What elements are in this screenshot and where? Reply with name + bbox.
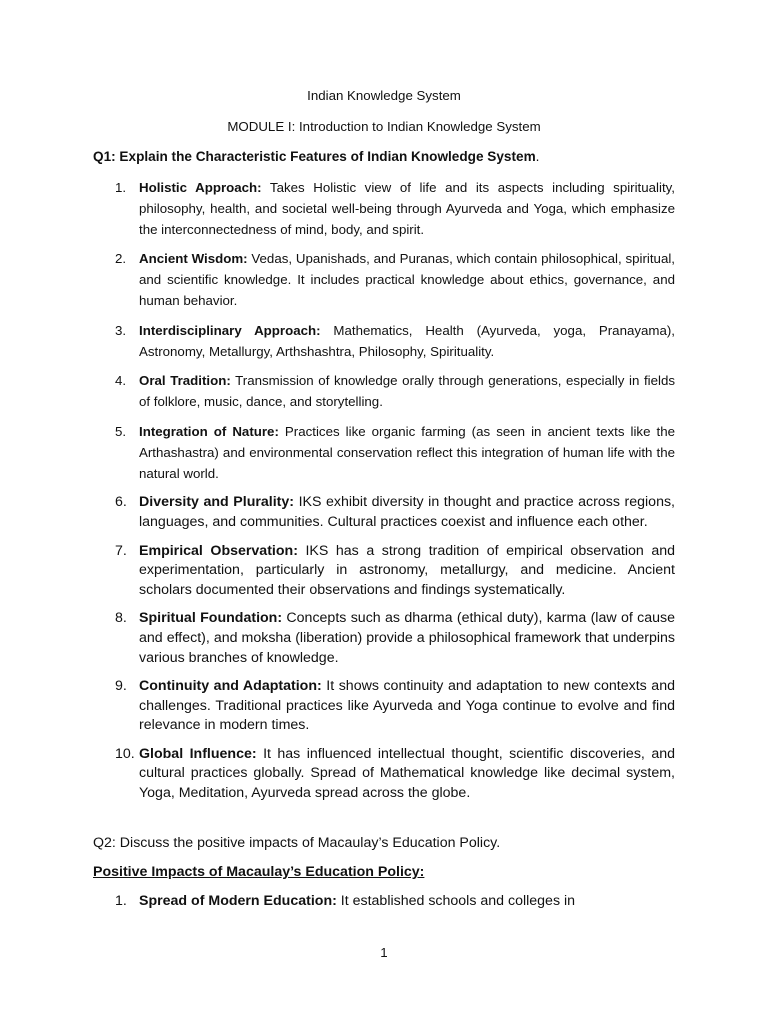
list-item	[93, 249, 675, 311]
item-number: 7.	[115, 542, 127, 559]
document-title: Indian Knowledge System	[307, 88, 461, 103]
list-item	[93, 371, 675, 413]
item-label: Continuity and Adaptation:	[139, 678, 322, 695]
question-1-text: Q1: Explain the Characteristic Features of Indian Knowledge System	[93, 149, 536, 164]
module-heading: MODULE I: Introduction to Indian Knowledge System	[227, 119, 541, 134]
item-label: Interdisciplinary Approach:	[139, 322, 321, 338]
item-number: 1.	[115, 180, 127, 195]
list-item	[93, 178, 675, 240]
item-text: It shows continuity and adaptation to new contexts and challenges. Traditional practices like Ayurveda and Yoga continue to evolve and find relevance in modern times.	[139, 678, 675, 734]
item-text: IKS has a strong tradition of empirical observation and experimentation, particularly in astronomy, metallurgy, and medicine. Ancient scholars documented their observations and findings systematically.	[139, 542, 675, 598]
item-number: 3.	[115, 322, 127, 338]
item-label: Empirical Observation:	[139, 542, 298, 559]
item-label: Spiritual Foundation:	[139, 610, 283, 627]
item-text: Mathematics, Health (Ayurveda, yoga, Pranayama), Astronomy, Metallurgy, Arthshashtra, Philosophy, Spirituality.	[139, 322, 675, 359]
item-text: Takes Holistic view of life and its aspects including spirituality, philosophy, health, and societal well-being through Ayurveda and Yoga, which emphasize the interconnectedness of mind, body, and spirit.	[139, 180, 675, 237]
section-heading: Positive Impacts of Macaulay’s Education Policy:	[93, 864, 425, 880]
item-label: Holistic Approach:	[139, 180, 262, 195]
item-text: Vedas, Upanishads, and Puranas, which contain philosophical, spiritual, and scientific knowledge. It includes practical knowledge about ethics, governance, and human behavior.	[139, 251, 675, 308]
list-item	[93, 321, 675, 363]
item-number: 8.	[115, 610, 127, 627]
question-1	[93, 149, 539, 164]
list-item	[93, 493, 675, 532]
item-label: Integration of Nature:	[139, 423, 279, 439]
item-number: 10.	[115, 745, 135, 762]
item-text: It has influenced intellectual thought, scientific discoveries, and cultural practices globally. Spread of Mathematical knowledge like decimal system, Yoga, Meditation, Ayurveda spread across the globe.	[139, 745, 675, 802]
item-number: 4.	[115, 373, 127, 389]
item-text: It established schools and colleges in	[336, 893, 576, 909]
page-number: 1	[380, 945, 388, 960]
list-item	[93, 542, 675, 601]
item-label: Global Influence:	[139, 745, 257, 762]
question-1-period: .	[535, 149, 540, 164]
item-number: 9.	[115, 678, 127, 695]
characteristics-list	[93, 178, 675, 813]
item-number: 5.	[115, 423, 127, 439]
list-item	[93, 609, 675, 668]
item-text: Concepts such as dharma (ethical duty), karma (law of cause and effect), and moksha (liberation) provide a philosophical framework that underpins various branches of knowledge.	[139, 610, 675, 666]
list-item	[93, 745, 675, 804]
item-number: 6.	[115, 494, 127, 511]
list-item	[93, 677, 675, 736]
item-label: Ancient Wisdom:	[139, 251, 248, 267]
item-label: Diversity and Plurality:	[139, 494, 294, 511]
item-label: Spread of Modern Education:	[139, 893, 337, 909]
item-text: Practices like organic farming (as seen in ancient texts like the Arthashastra) and environmental conservation reflect this integration of human life with the natural world.	[139, 423, 675, 481]
question-2: Q2: Discuss the positive impacts of Macaulay’s Education Policy.	[93, 835, 501, 851]
item-content	[139, 893, 575, 909]
item-label: Oral Tradition:	[139, 373, 231, 389]
item-text: IKS exhibit diversity in thought and practice across regions, languages, and communities. Cultural practices coexist and influence each other.	[139, 494, 675, 530]
item-number: 1.	[115, 893, 127, 909]
list-item	[93, 422, 675, 484]
item-number: 2.	[115, 251, 127, 267]
item-text: Transmission of knowledge orally through generations, especially in fields of folklore, music, dance, and storytelling.	[139, 373, 676, 410]
